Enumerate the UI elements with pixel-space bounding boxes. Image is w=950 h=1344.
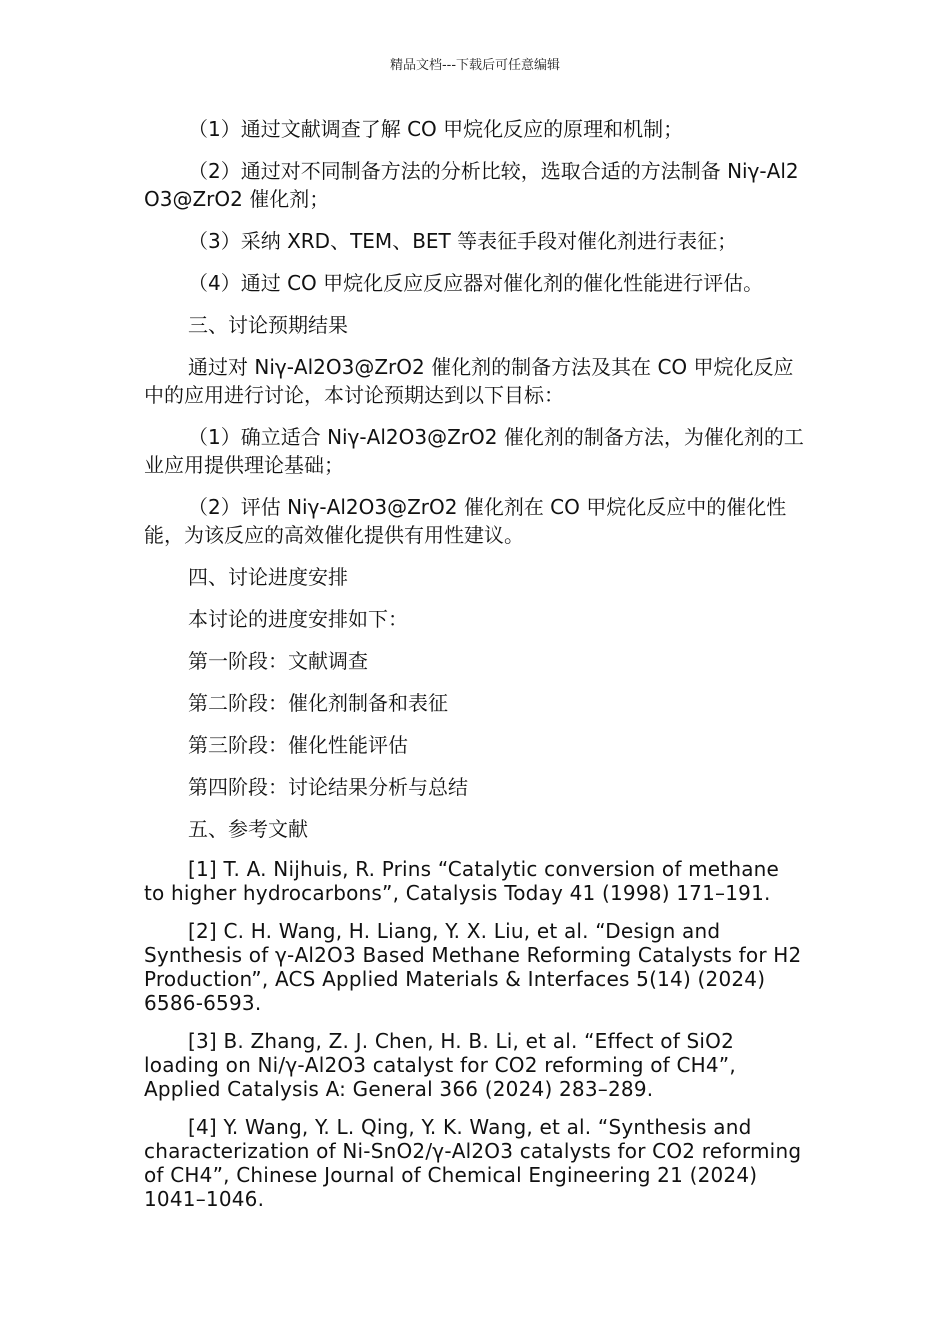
objective-item-4: （4）通过 CO 甲烷化反应反应器对催化剂的催化性能进行评估。 [188,271,764,295]
section-heading-schedule: 四、讨论进度安排 [188,565,348,589]
objective-item-3: （3）采纳 XRD、TEM、BET 等表征手段对催化剂进行表征； [188,229,738,253]
document-body [144,115,806,1225]
objective-item-2: （2）通过对不同制备方法的分析比较，选取合适的方法制备 Niγ-Al2O3@ZrO2 催化剂； [144,159,799,211]
schedule-phase-2: 第二阶段：催化剂制备和表征 [188,691,448,715]
page-header: 精品文档---下载后可任意编辑 [389,58,561,73]
reference-2: [2] C. H. Wang, H. Liang, Y. X. Liu, et al. “Design and Synthesis of γ-Al2O3 Based Methane Reforming Catalysts for H2 Production”, ACS Applied Materials & Interfaces 5(14) (2024) 6586-6593. [144,919,802,1015]
expected-result-1: （1）确立适合 Niγ-Al2O3@ZrO2 催化剂的制备方法，为催化剂的工业应用提供理论基础； [144,425,804,477]
reference-1: [1] T. A. Nijhuis, R. Prins “Catalytic conversion of methane to higher hydrocarbons”, Catalysis Today 41 (1998) 171–191. [144,857,780,905]
expected-results-intro: 通过对 Niγ-Al2O3@ZrO2 催化剂的制备方法及其在 CO 甲烷化反应中的应用进行讨论，本讨论预期达到以下目标： [144,355,794,407]
schedule-phase-3: 第三阶段：催化性能评估 [188,733,408,757]
reference-4: [4] Y. Wang, Y. L. Qing, Y. K. Wang, et al. “Synthesis and characterization of Ni-SnO2/γ-Al2O3 catalysts for CO2 reforming of CH4”, Chinese Journal of Chemical Engineering 21 (2024) 1041–1046. [144,1115,802,1211]
section-heading-expected-results: 三、讨论预期结果 [188,313,348,337]
schedule-intro: 本讨论的进度安排如下： [188,607,408,631]
schedule-phase-4: 第四阶段：讨论结果分析与总结 [188,775,468,799]
expected-result-2: （2）评估 Niγ-Al2O3@ZrO2 催化剂在 CO 甲烷化反应中的催化性能，为该反应的高效催化提供有用性建议。 [144,495,787,547]
schedule-phase-1: 第一阶段：文献调查 [188,649,368,673]
reference-3: [3] B. Zhang, Z. J. Chen, H. B. Li, et al. “Effect of SiO2 loading on Ni/γ-Al2O3 catalyst for CO2 reforming of CH4”, Applied Catalysis A: General 366 (2024) 283–289. [144,1029,736,1101]
section-heading-references: 五、参考文献 [188,817,308,841]
objective-item-1: （1）通过文献调查了解 CO 甲烷化反应的原理和机制； [188,117,684,141]
